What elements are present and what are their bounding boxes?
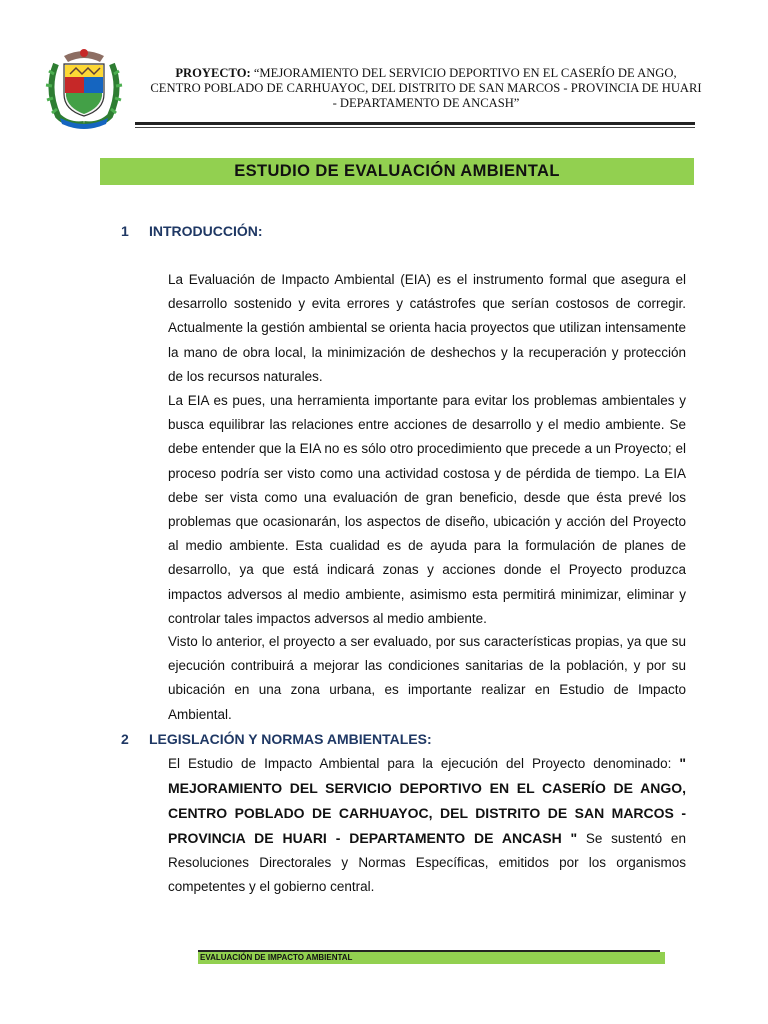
document-header bbox=[150, 66, 702, 111]
project-open-quote: " bbox=[679, 755, 686, 771]
document-title: ESTUDIO DE EVALUACIÓN AMBIENTAL bbox=[234, 162, 560, 180]
project-title: “MEJORAMIENTO DEL SERVICIO DEPORTIVO EN EL CASERÍO DE ANGO, CENTRO POBLADO DE CARHUAYOC, DEL DISTRITO DE SAN MARCOS - PROVINCIA DE HUARI - DEPARTAMENTO DE ANCASH” bbox=[150, 66, 702, 110]
header-rule-thick bbox=[135, 122, 695, 125]
document-title-bar bbox=[100, 158, 694, 185]
header-rule-thin bbox=[135, 127, 695, 128]
legislation-paragraph bbox=[168, 751, 686, 900]
municipal-crest-icon bbox=[44, 44, 124, 130]
project-close-quote: " bbox=[570, 830, 578, 847]
intro-paragraph-1: La Evaluación de Impacto Ambiental (EIA) es el instrumento formal que asegura el desarrollo sostenido y evita errores y catástrofes que serían costosos de corregir. Actualmente la gestión ambiental se orienta hacia proyectos que utilizan intensamente la mano de obra local, la minimización de deshechos y la recuperación y protección de los recursos naturales. bbox=[168, 272, 686, 384]
footer-label: EVALUACIÓN DE IMPACTO AMBIENTAL bbox=[200, 953, 353, 962]
project-name: MEJORAMIENTO DEL SERVICIO DEPORTIVO EN EL CASERÍO DE ANGO, CENTRO POBLADO DE CARHUAYOC, DEL DISTRITO DE SAN MARCOS - PROVINCIA DE HUARI - DEPARTAMENTO DE ANCASH bbox=[168, 780, 686, 847]
project-label: PROYECTO: bbox=[175, 66, 251, 80]
section-1-heading: INTRODUCCIÓN: bbox=[149, 223, 263, 239]
section-2-number: 2 bbox=[121, 731, 129, 747]
intro-paragraph-3: Visto lo anterior, el proyecto a ser evaluado, por sus características propias, ya que su ejecución contribuirá a mejorar las condiciones sanitarias de la población, y por su ubicación en una zona urbana, es importante realizar en Estudio de Impacto Ambiental. bbox=[168, 634, 686, 722]
intro-paragraph-2: La EIA es pues, una herramienta importante para evitar los problemas ambientales y busca equilibrar las relaciones entre acciones de desarrollo y el medio ambiente. Se debe entender que la EIA no es sólo otro procedimiento que precede a un Proyecto; el proceso podría ser visto como una actividad costosa y de pérdida de tiempo. La EIA debe ser vista como una evaluación de gran beneficio, desde que ésta prevé los problemas que ocasionarán, los aspectos de diseño, ubicación y acción del Proyecto al medio ambiente. Esta cualidad es de ayuda para la formulación de planes de desarrollo, ya que está indicará zonas y acciones donde el Proyecto produzca impactos adversos al medio ambiente, asimismo esta permitirá minimizar, eliminar y controlar tales impactos adversos al medio ambiente. bbox=[168, 393, 686, 626]
footer-bar bbox=[198, 952, 665, 964]
legislation-intro: El Estudio de Impacto Ambiental para la ejecución del Proyecto denominado: bbox=[168, 756, 672, 771]
section-2-heading: LEGISLACIÓN Y NORMAS AMBIENTALES: bbox=[149, 731, 432, 747]
legislation-outro: Se sustentó en Resoluciones Directorales y Normas Específicas, emitidos por los organismos competentes y el gobierno central. bbox=[168, 831, 686, 895]
section-1-number: 1 bbox=[121, 223, 129, 239]
